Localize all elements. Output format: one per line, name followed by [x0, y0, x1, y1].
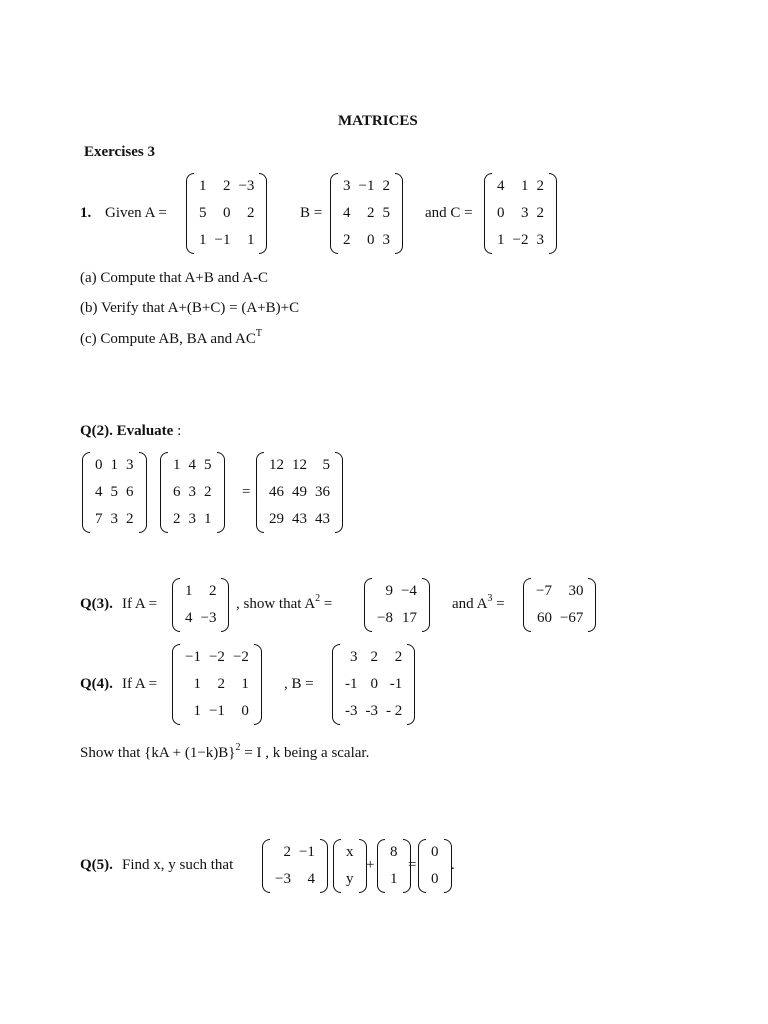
matrix-entry: 3	[536, 232, 544, 248]
matrix-entry: 4	[95, 484, 103, 500]
matrix-entry: x	[346, 844, 354, 860]
matrix-grid	[271, 839, 319, 893]
matrix-entry: 4	[307, 871, 315, 887]
matrix-grid	[181, 578, 220, 632]
q1-part-c-text: (c) Compute AB, BA and AC	[80, 331, 256, 347]
matrix-row	[373, 605, 421, 632]
matrix-entry: −4	[400, 583, 417, 599]
matrix-grid	[339, 173, 394, 254]
matrix-entry: 2	[366, 205, 375, 221]
matrix-entry: 7	[95, 511, 103, 527]
matrix-entry: 0	[431, 844, 439, 860]
q4-show-sup: 2	[235, 742, 241, 753]
matrix-row	[181, 605, 220, 632]
left-paren	[364, 578, 372, 632]
matrix-row	[342, 866, 358, 893]
matrix-entry: 3	[188, 484, 196, 500]
matrix-entry: 5	[110, 484, 118, 500]
matrix-entry: 2	[283, 844, 291, 860]
matrix-row	[195, 227, 258, 254]
matrix-row	[339, 227, 394, 254]
matrix-row	[427, 866, 443, 893]
q4-show-tail: = I , k being a scalar.	[240, 745, 370, 761]
matrix-entry: 0	[95, 457, 103, 473]
matrix-entry: 2	[536, 205, 544, 221]
q1-b-label: B =	[300, 205, 323, 221]
matrix-row	[427, 839, 443, 866]
matrix-entry: 46	[269, 484, 284, 500]
matrix-entry: 43	[292, 511, 307, 527]
matrix-entry: 1	[193, 676, 201, 692]
left-paren	[172, 644, 180, 725]
q5-matrix-m	[262, 839, 328, 893]
q2-colon: :	[173, 423, 182, 439]
right-paren	[588, 578, 596, 632]
q2-label: Q(2). Evaluate	[80, 423, 174, 439]
matrix-entry: 49	[292, 484, 307, 500]
matrix-entry: 2	[343, 232, 351, 248]
matrix-entry: 1	[241, 676, 249, 692]
matrix-entry: 6	[173, 484, 181, 500]
matrix-entry: 4	[497, 178, 505, 194]
right-paren	[549, 173, 557, 254]
matrix-grid	[181, 644, 253, 725]
matrix-entry: 2	[208, 583, 217, 599]
q1-given-text: Given A =	[105, 205, 167, 221]
q5-vector-xy	[333, 839, 367, 893]
matrix-entry: 2	[370, 649, 378, 665]
q3-eq2: =	[492, 596, 505, 612]
matrix-entry: 3	[188, 511, 196, 527]
q3-and-a	[452, 593, 505, 613]
matrix-entry: −3	[238, 178, 255, 194]
matrix-grid	[427, 839, 443, 893]
q3-if-a: If A =	[122, 596, 158, 612]
matrix-row	[532, 578, 587, 605]
matrix-entry: −2	[512, 232, 529, 248]
right-paren	[335, 452, 343, 533]
matrix-grid	[91, 452, 138, 533]
matrix-entry: y	[346, 871, 354, 887]
matrix-entry: 2	[382, 178, 390, 194]
matrix-grid	[532, 578, 587, 632]
matrix-row	[271, 866, 319, 893]
matrix-entry: 2	[246, 205, 255, 221]
matrix-row	[195, 200, 258, 227]
right-paren	[259, 173, 267, 254]
q4-show-line	[80, 742, 370, 762]
q3-matrix-a	[172, 578, 229, 632]
matrix-entry: 0	[241, 703, 249, 719]
matrix-entry: 0	[431, 871, 439, 887]
matrix-entry: 12	[269, 457, 284, 473]
matrix-entry: -3	[345, 703, 358, 719]
q3-matrix-a2	[364, 578, 430, 632]
matrix-entry: 1	[193, 703, 201, 719]
matrix-entry: 17	[401, 610, 417, 626]
matrix-entry: 30	[568, 583, 584, 599]
matrix-row	[181, 578, 220, 605]
matrix-entry: 1	[520, 178, 529, 194]
matrix-row	[181, 644, 253, 671]
left-paren	[377, 839, 385, 893]
matrix-entry: 0	[370, 676, 378, 692]
matrix-entry: −1	[214, 232, 231, 248]
matrix-entry: 1	[204, 511, 212, 527]
q3-show-text	[236, 593, 333, 613]
q2-equals: =	[242, 484, 251, 500]
matrix-grid	[341, 644, 406, 725]
q3-label: Q(3).	[80, 596, 113, 612]
matrix-row	[271, 839, 319, 866]
q1-part-b: (b) Verify that A+(B+C) = (A+B)+C	[80, 300, 300, 316]
matrix-entry: 4	[188, 457, 196, 473]
q1-matrix-b	[330, 173, 403, 254]
matrix-entry: 12	[292, 457, 307, 473]
matrix-row	[532, 605, 587, 632]
matrix-row	[181, 671, 253, 698]
q4-show: Show that {kA + (1−k)B}	[80, 745, 236, 761]
right-paren	[395, 173, 403, 254]
right-paren	[320, 839, 328, 893]
matrix-row	[341, 644, 406, 671]
matrix-row	[169, 506, 216, 533]
left-paren	[82, 452, 90, 533]
matrix-entry: 2	[217, 676, 225, 692]
q5-vector-zero	[418, 839, 452, 893]
matrix-row	[169, 479, 216, 506]
matrix-row	[386, 866, 402, 893]
left-paren	[172, 578, 180, 632]
matrix-row	[195, 173, 258, 200]
matrix-entry: 4	[185, 610, 193, 626]
q2-matrix-2	[160, 452, 225, 533]
q3-cube-sup: 3	[487, 593, 493, 604]
matrix-entry: 5	[204, 457, 212, 473]
matrix-entry: -1	[345, 676, 358, 692]
q3-sq-sup: 2	[315, 593, 321, 604]
matrix-row	[169, 452, 216, 479]
right-paren	[221, 578, 229, 632]
q5-equals: =	[408, 857, 417, 873]
matrix-entry: 43	[315, 511, 330, 527]
q5-plus: +	[366, 857, 375, 873]
matrix-grid	[265, 452, 334, 533]
matrix-entry: 5	[382, 205, 390, 221]
matrix-entry: 3	[126, 457, 134, 473]
q3-matrix-a3	[523, 578, 596, 632]
matrix-row	[493, 173, 548, 200]
matrix-entry: 1	[199, 232, 207, 248]
matrix-entry: 0	[222, 205, 231, 221]
left-paren	[484, 173, 492, 254]
matrix-entry: -3	[365, 703, 378, 719]
matrix-row	[265, 452, 334, 479]
q4-matrix-a	[172, 644, 262, 725]
matrix-entry: −2	[232, 649, 249, 665]
matrix-entry: 0	[366, 232, 375, 248]
matrix-row	[339, 173, 394, 200]
left-paren	[160, 452, 168, 533]
matrix-entry: −1	[185, 649, 201, 665]
q5-vector-c	[377, 839, 411, 893]
matrix-entry: 2	[204, 484, 212, 500]
page-title: MATRICES	[338, 113, 418, 129]
q5-period: .	[451, 857, 455, 873]
matrix-row	[386, 839, 402, 866]
q3-and: and A	[452, 596, 488, 612]
matrix-entry: −1	[298, 844, 315, 860]
matrix-entry: −1	[208, 703, 225, 719]
q4-matrix-b	[332, 644, 415, 725]
right-paren	[139, 452, 147, 533]
matrix-entry: 1	[199, 178, 207, 194]
q1-part-c	[80, 328, 262, 348]
matrix-entry: 1	[390, 871, 398, 887]
matrix-entry: −67	[559, 610, 584, 626]
q2-matrix-1	[82, 452, 147, 533]
matrix-entry: 3	[350, 649, 358, 665]
left-paren	[330, 173, 338, 254]
matrix-row	[493, 200, 548, 227]
matrix-row	[341, 698, 406, 725]
q1-part-a: (a) Compute that A+B and A-C	[80, 270, 269, 286]
matrix-row	[265, 506, 334, 533]
left-paren	[418, 839, 426, 893]
matrix-entry: −8	[377, 610, 393, 626]
matrix-grid	[195, 173, 258, 254]
left-paren	[333, 839, 341, 893]
right-paren	[254, 644, 262, 725]
q2-heading	[80, 423, 181, 440]
matrix-entry: −3	[200, 610, 217, 626]
matrix-entry: 3	[382, 232, 390, 248]
matrix-row	[493, 227, 548, 254]
matrix-grid	[373, 578, 421, 632]
right-paren	[407, 644, 415, 725]
matrix-row	[91, 452, 138, 479]
matrix-entry: 1	[110, 457, 118, 473]
q1-part-c-sup: T	[255, 328, 262, 339]
matrix-row	[341, 671, 406, 698]
matrix-entry: 29	[269, 511, 284, 527]
q5-label: Q(5).	[80, 857, 113, 873]
left-paren	[262, 839, 270, 893]
matrix-entry: 0	[497, 205, 505, 221]
matrix-entry: 3	[110, 511, 118, 527]
left-paren	[186, 173, 194, 254]
matrix-entry: 2	[394, 649, 403, 665]
matrix-entry: 1	[246, 232, 255, 248]
matrix-entry: 5	[199, 205, 207, 221]
matrix-entry: −7	[536, 583, 552, 599]
matrix-entry: 2	[173, 511, 181, 527]
matrix-row	[91, 479, 138, 506]
matrix-row	[91, 506, 138, 533]
matrix-entry: 2	[126, 511, 134, 527]
matrix-entry: −1	[358, 178, 375, 194]
matrix-entry: 1	[173, 457, 181, 473]
matrix-grid	[169, 452, 216, 533]
matrix-row	[181, 698, 253, 725]
matrix-entry: 2	[536, 178, 544, 194]
matrix-entry: −3	[275, 871, 291, 887]
q1-matrix-c	[484, 173, 557, 254]
matrix-row	[342, 839, 358, 866]
q1-number: 1.	[80, 205, 92, 221]
matrix-entry: 4	[343, 205, 351, 221]
right-paren	[217, 452, 225, 533]
matrix-entry: 3	[343, 178, 351, 194]
q4-if-a: If A =	[122, 676, 158, 692]
matrix-entry: −2	[208, 649, 225, 665]
matrix-entry: 1	[185, 583, 193, 599]
matrix-entry: 9	[385, 583, 393, 599]
q3-show: , show that A	[236, 596, 316, 612]
matrix-entry: 6	[126, 484, 134, 500]
matrix-entry: 36	[315, 484, 330, 500]
left-paren	[332, 644, 340, 725]
right-paren	[422, 578, 430, 632]
matrix-grid	[493, 173, 548, 254]
matrix-row	[339, 200, 394, 227]
matrix-row	[265, 479, 334, 506]
left-paren	[256, 452, 264, 533]
matrix-grid	[342, 839, 358, 893]
matrix-entry: 5	[322, 457, 330, 473]
matrix-entry: 3	[520, 205, 529, 221]
q1-matrix-a	[186, 173, 267, 254]
left-paren	[523, 578, 531, 632]
matrix-entry: 2	[222, 178, 231, 194]
q5-text: Find x, y such that	[122, 857, 234, 873]
matrix-entry: 8	[390, 844, 398, 860]
exercise-heading: Exercises 3	[84, 144, 155, 160]
q1-c-label: and C =	[425, 205, 473, 221]
matrix-entry: - 2	[386, 703, 403, 719]
q4-label: Q(4).	[80, 676, 113, 692]
matrix-row	[373, 578, 421, 605]
matrix-grid	[386, 839, 402, 893]
q2-matrix-result	[256, 452, 343, 533]
q3-eq: =	[320, 596, 333, 612]
matrix-entry: 1	[497, 232, 505, 248]
q4-b-label: , B =	[284, 676, 314, 692]
matrix-entry: -1	[389, 676, 403, 692]
matrix-entry: 60	[536, 610, 552, 626]
